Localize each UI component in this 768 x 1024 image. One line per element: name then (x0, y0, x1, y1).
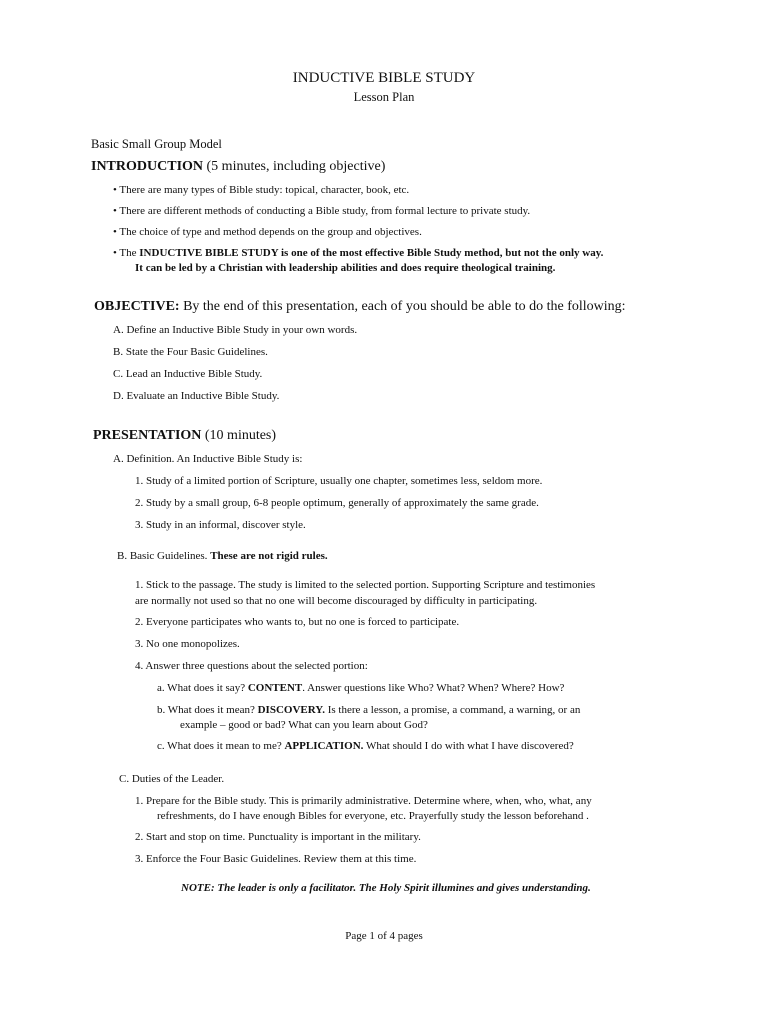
question-text: a. What does it say? (157, 682, 246, 694)
question-keyword: APPLICATION. (284, 740, 364, 752)
guideline-item: 1. Stick to the passage. The study is limited to the selected portion. Supporting Scripture and testimonies (135, 579, 596, 591)
guidelines-label-line (117, 550, 328, 562)
guideline-item: 2. Everyone participates who wants to, but no one is forced to participate. (135, 616, 460, 628)
intro-bullet (113, 226, 422, 238)
objective-item: D. Evaluate an Inductive Bible Study. (113, 390, 280, 402)
presentation-line (93, 428, 276, 444)
document-subtitle: Lesson Plan (353, 90, 415, 104)
intro-bullet-bold-line2: It can be led by a Christian with leadership abilities and does require theological training. (135, 262, 556, 274)
intro-bullet-continuation (135, 262, 555, 274)
objective-line (94, 299, 626, 315)
question-text: c. What does it mean to me? (157, 740, 282, 752)
intro-bullet-text: There are many types of Bible study: topical, character, book, etc. (119, 184, 410, 196)
intro-bullet (113, 205, 530, 217)
question-keyword: DISCOVERY. (257, 704, 325, 716)
intro-bullet-prefix: The (119, 247, 137, 259)
question-text: . Answer questions like Who? What? When? Where? How? (302, 682, 565, 694)
objective-text: By the end of this presentation, each of you should be able to do the following: (183, 299, 626, 314)
intro-bullet-text: There are different methods of conducting a Bible study, from formal lecture to private study. (119, 205, 531, 217)
introduction-heading-line (91, 159, 385, 175)
definition-item: 1. Study of a limited portion of Scripture, usually one chapter, sometimes less, seldom more. (135, 475, 543, 487)
bullet-mark: • (113, 247, 117, 259)
duty-item: 2. Start and stop on time. Punctuality is important in the military. (135, 831, 421, 843)
question-text: b. What does it mean? (157, 704, 255, 716)
leader-note-text: NOTE: The leader is only a facilitator. The Holy Spirit illumines and gives understanding. (181, 882, 591, 894)
objective-item: A. Define an Inductive Bible Study in your own words. (113, 324, 358, 336)
intro-bullet (113, 247, 603, 259)
question-item-continuation: example – good or bad? What can you learn about God? (180, 719, 428, 731)
definition-item: 2. Study by a small group, 6-8 people optimum, generally of approximately the same grade. (135, 497, 539, 509)
introduction-note: (5 minutes, including objective) (206, 159, 386, 174)
question-item (157, 740, 574, 752)
question-item (157, 704, 580, 716)
intro-bullet-text: The choice of type and method depends on the group and objectives. (119, 226, 422, 238)
page-number: Page 1 of 4 pages (345, 930, 423, 942)
guideline-item: 3. No one monopolizes. (135, 638, 240, 650)
guideline-item-continuation: are normally not used so that no one will become discouraged by difficulty in participating. (135, 595, 538, 607)
objective-item: C. Lead an Inductive Bible Study. (113, 368, 263, 380)
objective-item: B. State the Four Basic Guidelines. (113, 346, 268, 358)
objective-heading: OBJECTIVE: (94, 299, 180, 314)
bullet-mark: • (113, 184, 117, 196)
model-label: Basic Small Group Model (91, 137, 222, 151)
duty-item: 1. Prepare for the Bible study. This is primarily administrative. Determine where, when, who, what, any (135, 795, 592, 807)
definition-item: 3. Study in an informal, discover style. (135, 519, 306, 531)
document-title: INDUCTIVE BIBLE STUDY (292, 70, 476, 86)
question-text: Is there a lesson, a promise, a command, a warning, or an (327, 704, 581, 716)
presentation-note: (10 minutes) (204, 428, 277, 443)
definition-label: A. Definition. An Inductive Bible Study is: (113, 453, 303, 465)
question-keyword: CONTENT (247, 682, 303, 694)
introduction-heading: INTRODUCTION (91, 159, 204, 174)
intro-bullet-bold: INDUCTIVE BIBLE STUDY is one of the most effective Bible Study method, but not the only way. (139, 247, 604, 259)
question-item (157, 682, 564, 694)
presentation-heading: PRESENTATION (93, 428, 202, 443)
leader-note (181, 882, 591, 894)
duties-label: C. Duties of the Leader. (119, 773, 225, 785)
guidelines-label: B. Basic Guidelines. (117, 550, 208, 562)
bullet-mark: • (113, 205, 117, 217)
guidelines-label-bold: These are not rigid rules. (210, 550, 328, 562)
guideline-item: 4. Answer three questions about the selected portion: (135, 660, 368, 672)
duty-item-continuation: refreshments, do I have enough Bibles for everyone, etc. Prayerfully study the lesson beforehand . (157, 810, 589, 822)
bullet-mark: • (113, 226, 117, 238)
question-text: What should I do with what I have discovered? (366, 740, 574, 752)
intro-bullet (113, 184, 409, 196)
duty-item: 3. Enforce the Four Basic Guidelines. Review them at this time. (135, 853, 417, 865)
